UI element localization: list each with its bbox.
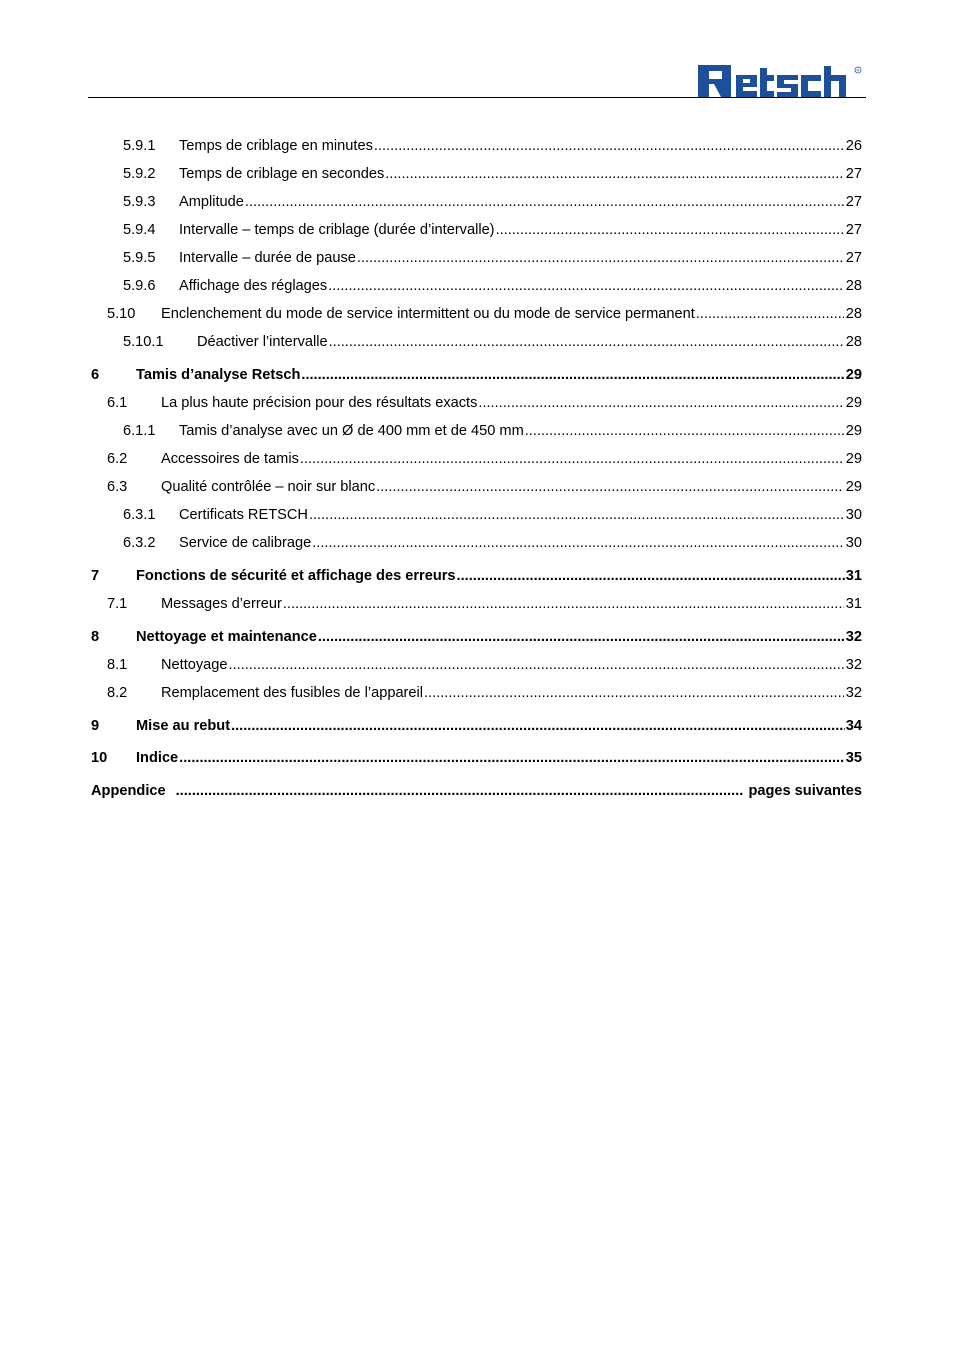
toc-page: 29 [845,395,862,411]
toc-title: Nettoyage et maintenance [136,629,317,645]
toc-entry-5-9-5[interactable] [123,248,862,268]
toc-entry-appendice[interactable] [91,781,862,801]
toc-title: Fonctions de sécurité et affichage des erreurs [136,568,456,584]
toc-number: 5.10 [107,306,136,322]
toc-number: 6.1.1 [123,423,156,439]
toc-page: 31 [845,568,862,584]
toc-leader [176,781,744,801]
toc-page: 29 [845,479,862,495]
toc-leader [457,566,845,586]
toc-entry-6-2[interactable] [107,449,862,469]
toc-number: 6.3.1 [123,507,156,523]
toc-number: 9 [91,718,100,734]
toc-page: 28 [845,334,862,350]
toc-entry-6-3[interactable] [107,477,862,497]
toc-page: 28 [845,278,862,294]
toc-leader [179,748,845,768]
toc-title: Accessoires de tamis [161,451,299,467]
toc-page: 34 [845,718,862,734]
toc-number: 5.9.2 [123,166,156,182]
toc-number: 5.9.3 [123,194,156,210]
toc-number: 5.9.6 [123,278,156,294]
toc-entry-5-9-6[interactable] [123,276,862,296]
toc-title: Tamis d’analyse avec un Ø de 400 mm et de 450 mm [179,423,524,439]
toc-entry-8[interactable] [91,627,862,647]
toc-entry-8-1[interactable] [107,655,862,675]
toc-title: Amplitude [179,194,244,210]
toc-leader [301,365,844,385]
toc-title: Intervalle – temps de criblage (durée d’intervalle) [179,222,495,238]
toc-entry-6-3-2[interactable] [123,533,862,553]
toc-page: 31 [845,596,862,612]
toc-entry-6[interactable] [91,365,862,385]
toc-number: 5.9.5 [123,250,156,266]
toc-leader [318,627,845,647]
toc-number: 6 [91,367,100,383]
toc-title: Intervalle – durée de pause [179,250,356,266]
svg-text:R: R [856,67,860,73]
toc-leader [328,276,844,296]
toc-leader [696,304,844,324]
toc-title: Déactiver l’intervalle [197,334,328,350]
toc-entry-10[interactable] [91,748,862,768]
toc-leader [374,136,844,156]
toc-leader [478,393,843,413]
toc-number: 6.3.2 [123,535,156,551]
toc-page: 29 [845,423,862,439]
toc-leader [329,332,844,352]
toc-number: 8.2 [107,685,128,701]
toc-title: Affichage des réglages [179,278,328,294]
toc-page: 29 [845,367,862,383]
toc-entry-5-9-2[interactable] [123,164,862,184]
toc-leader [309,505,844,525]
toc-leader [424,683,844,703]
toc-title: Messages d’erreur [161,596,282,612]
toc-page: 30 [845,535,862,551]
toc-leader [229,655,844,675]
toc-leader [496,220,844,240]
toc-leader [300,449,844,469]
toc-entry-7[interactable] [91,566,862,586]
toc-leader [283,594,844,614]
toc-page: 35 [845,750,862,766]
toc-title: Appendice [91,783,166,799]
toc-number: 8 [91,629,100,645]
toc-entry-5-9-4[interactable] [123,220,862,240]
toc-title: Nettoyage [161,657,228,673]
toc-entry-5-10-1[interactable] [123,332,862,352]
toc-leader [312,533,844,553]
toc-leader [245,192,844,212]
toc-number: 5.9.4 [123,222,156,238]
toc-number: 6.1 [107,395,128,411]
toc-entry-8-2[interactable] [107,683,862,703]
toc-entry-5-9-3[interactable] [123,192,862,212]
toc-title: Temps de criblage en secondes [179,166,385,182]
toc-leader [376,477,844,497]
toc-number: 5.10.1 [123,334,164,350]
toc-page: 32 [845,685,862,701]
toc-number: 6.2 [107,451,128,467]
toc-page: pages suivantes [748,783,862,799]
toc-entry-7-1[interactable] [107,594,862,614]
toc-page: 26 [845,138,862,154]
toc-page: 32 [845,629,862,645]
toc-number: 6.3 [107,479,128,495]
toc-number: 7 [91,568,100,584]
toc-title: Remplacement des fusibles de l’appareil [161,685,424,701]
toc-number: 7.1 [107,596,128,612]
toc-title: La plus haute précision pour des résultats exacts [161,395,478,411]
toc-title: Enclenchement du mode de service intermittent ou du mode de service permanent [161,306,695,322]
toc-leader [231,716,845,736]
toc-title: Certificats RETSCH [179,507,308,523]
toc-entry-6-1[interactable] [107,393,862,413]
toc-entry-6-3-1[interactable] [123,505,862,525]
toc-leader [357,248,844,268]
toc-leader [385,164,844,184]
toc-page: 32 [845,657,862,673]
toc-page: 30 [845,507,862,523]
toc-entry-6-1-1[interactable] [123,421,862,441]
toc-number: 10 [91,750,108,766]
toc-number: 8.1 [107,657,128,673]
toc-page: 28 [845,306,862,322]
toc-title: Tamis d’analyse Retsch [136,367,301,383]
toc-title: Service de calibrage [179,535,312,551]
toc-number: 5.9.1 [123,138,156,154]
toc-title: Mise au rebut [136,718,231,734]
toc-title: Qualité contrôlée – noir sur blanc [161,479,376,495]
toc-page: 29 [845,451,862,467]
toc-title: Indice [136,750,179,766]
toc-page: 27 [845,194,862,210]
toc-title: Temps de criblage en minutes [179,138,373,154]
toc-entry-5-10[interactable] [107,304,862,324]
toc-page: 27 [845,222,862,238]
toc-entry-5-9-1[interactable] [123,136,862,156]
toc-page: 27 [845,250,862,266]
toc-leader [525,421,844,441]
toc-page: 27 [845,166,862,182]
toc-entry-9[interactable] [91,716,862,736]
